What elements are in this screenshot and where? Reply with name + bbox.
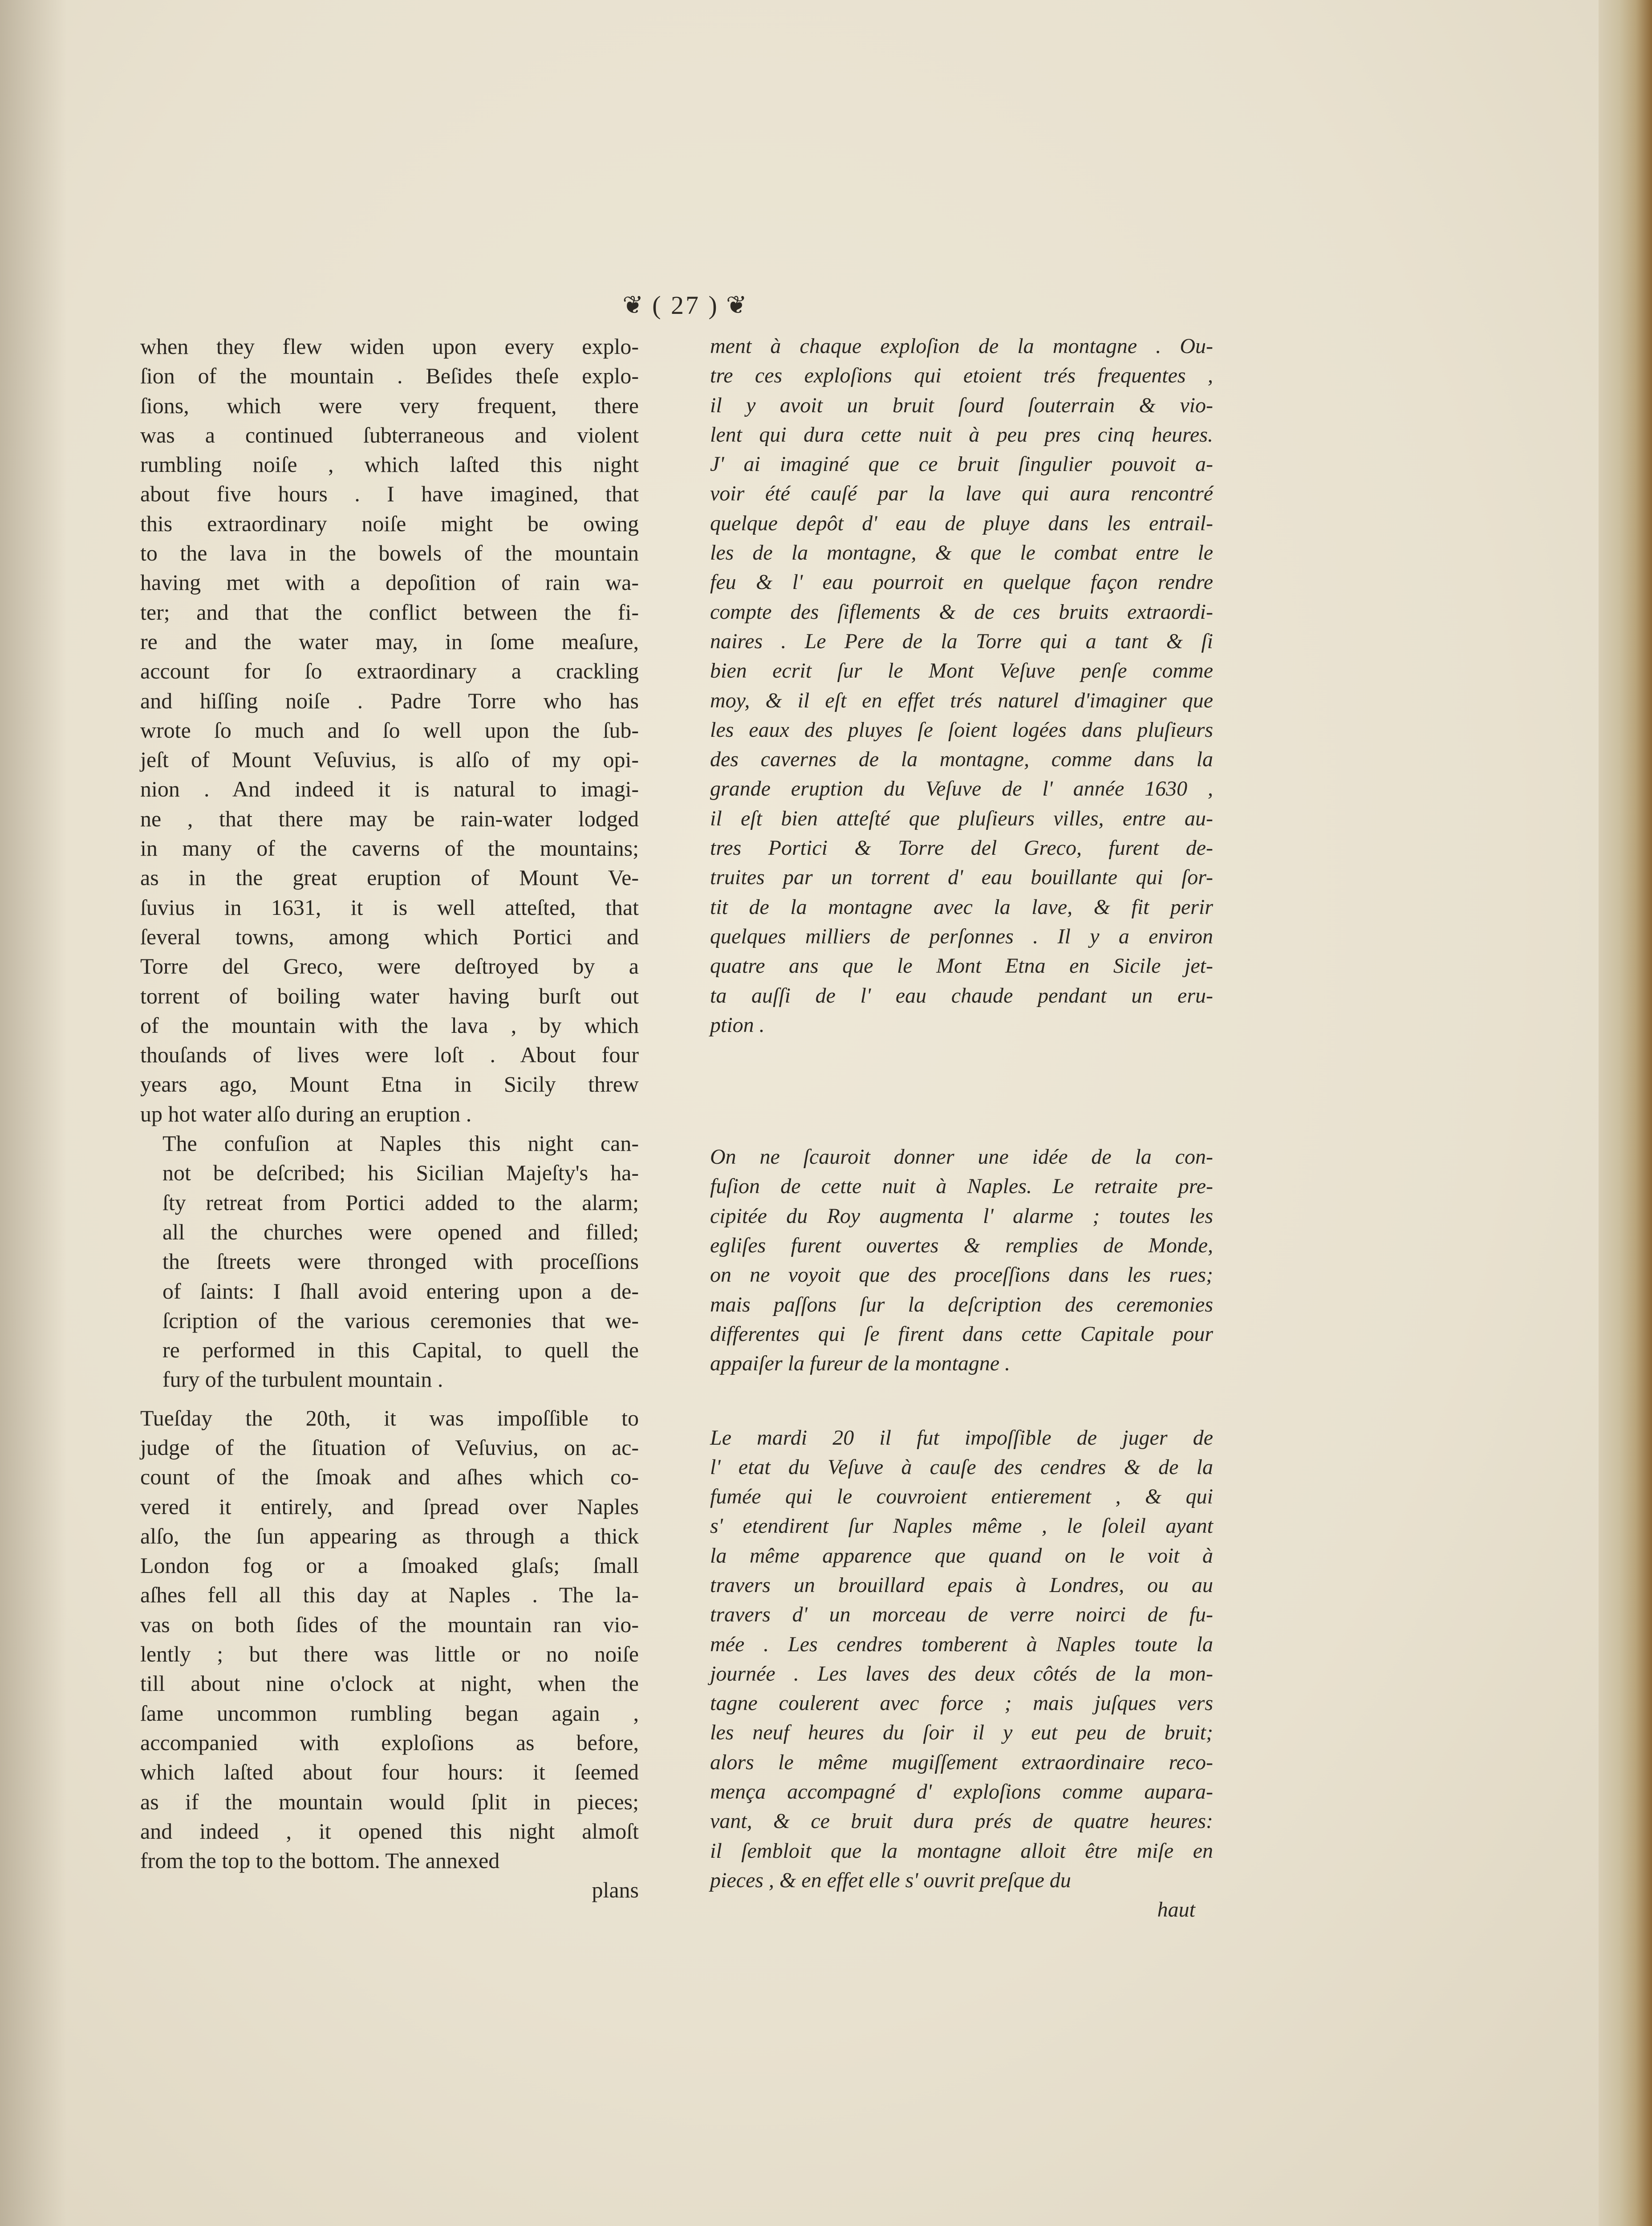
english-catchword: plans bbox=[592, 1877, 639, 1903]
text-line: in many of the caverns of the mountains; bbox=[140, 836, 639, 861]
text-line: ſty retreat from Portici added to the alarm; bbox=[162, 1190, 639, 1215]
text-line: quatre ans que le Mont Etna en Sicile jet- bbox=[710, 954, 1213, 978]
text-line: accompanied with exploſions as before, bbox=[140, 1730, 639, 1755]
text-line: s' etendirent ſur Naples même , le ſoleil ayant bbox=[710, 1514, 1213, 1538]
text-line: mée . Les cendres tomberent à Naples toute la bbox=[710, 1632, 1213, 1656]
text-line: The confuſion at Naples this night can- bbox=[162, 1131, 639, 1156]
text-line: Torre del Greco, were deſtroyed by a bbox=[140, 954, 639, 979]
text-line: On ne ſcauroit donner une idée de la con- bbox=[710, 1145, 1213, 1169]
text-line: nion . And indeed it is natural to imagi- bbox=[140, 776, 639, 802]
text-line: and hiſſing noiſe . Padre Torre who has bbox=[140, 688, 639, 713]
text-line: des cavernes de la montagne, comme dans la bbox=[710, 747, 1213, 772]
french-catchword: haut bbox=[1157, 1898, 1195, 1922]
text-line: ta auſſi de l' eau chaude pendant un eru- bbox=[710, 983, 1213, 1007]
text-line: re performed in this Capital, to quell the bbox=[162, 1337, 639, 1363]
text-line: this extraordinary noiſe might be owing bbox=[140, 511, 639, 536]
text-line: not be deſcribed; his Sicilian Majeſty's ha- bbox=[162, 1160, 639, 1186]
text-line: tres Portici & Torre del Greco, furent de- bbox=[710, 836, 1213, 860]
text-line: voir été cauſé par la lave qui aura rencontré bbox=[710, 482, 1213, 506]
text-line: compte des ſiflements & de ces bruits extraordi- bbox=[710, 600, 1213, 624]
text-line: ſeveral towns, among which Portici and bbox=[140, 924, 639, 949]
text-line: to the lava in the bowels of the mountain bbox=[140, 540, 639, 566]
text-line: Tueſday the 20th, it was impoſſible to bbox=[140, 1405, 639, 1430]
text-line: alſo, the ſun appearing as through a thick bbox=[140, 1523, 639, 1548]
text-line: moy, & il eſt en effet trés naturel d'imaginer que bbox=[710, 688, 1213, 712]
text-line: the ſtreets were thronged with proceſſions bbox=[162, 1249, 639, 1274]
page-edge bbox=[1599, 0, 1652, 2226]
text-line: years ago, Mount Etna in Sicily threw bbox=[140, 1072, 639, 1097]
text-line: having met with a depoſition of rain wa- bbox=[140, 570, 639, 595]
text-line: la même apparence que quand on le voit à bbox=[710, 1544, 1213, 1568]
text-line: of ſaints: I ſhall avoid entering upon a de- bbox=[162, 1278, 639, 1304]
text-line: aſhes fell all this day at Naples . The la- bbox=[140, 1582, 639, 1608]
left-ornament-icon: ❦ bbox=[622, 291, 645, 319]
text-line: ter; and that the conflict between the fi- bbox=[140, 599, 639, 625]
french-paragraph-1 bbox=[710, 332, 1213, 1040]
text-line: all the churches were opened and filled; bbox=[162, 1219, 639, 1244]
text-line: mais paſſons ſur la deſcription des ceremonies bbox=[710, 1292, 1213, 1316]
text-line: il eſt bien atteſté que pluſieurs villes, entre au- bbox=[710, 806, 1213, 830]
text-line: wrote ſo much and ſo well upon the ſub- bbox=[140, 717, 639, 743]
text-line: count of the ſmoak and aſhes which co- bbox=[140, 1464, 639, 1490]
text-line: bien ecrit ſur le Mont Veſuve penſe comme bbox=[710, 659, 1213, 683]
text-line: truites par un torrent d' eau bouillante qui ſor- bbox=[710, 865, 1213, 890]
english-paragraph-3 bbox=[140, 1403, 639, 1876]
text-line: was a continued ſubterraneous and violent bbox=[140, 422, 639, 447]
text-line: up hot water alſo during an eruption . bbox=[140, 1101, 472, 1126]
text-line: London fog or a ſmoaked glaſs; ſmall bbox=[140, 1553, 639, 1578]
text-line: differentes qui ſe firent dans cette Capitale pour bbox=[710, 1322, 1213, 1346]
text-line: alors le même mugiſſement extraordinaire reco- bbox=[710, 1750, 1213, 1774]
text-line: jeſt of Mount Veſuvius, is alſo of my opi- bbox=[140, 747, 639, 772]
text-line: cipitée du Roy augmenta l' alarme ; toutes les bbox=[710, 1204, 1213, 1228]
text-line: appaiſer la fureur de la montagne . bbox=[710, 1352, 1011, 1376]
text-line: il ſembloit que la montagne alloit être miſe en bbox=[710, 1839, 1213, 1863]
text-line: quelque depôt d' eau de pluye dans les entrail- bbox=[710, 511, 1213, 535]
text-line: egliſes furent ouvertes & remplies de Monde, bbox=[710, 1234, 1213, 1258]
text-line: quelques milliers de perſonnes . Il y a environ bbox=[710, 924, 1213, 948]
text-line: tagne coulerent avec force ; mais juſques vers bbox=[710, 1691, 1213, 1715]
text-line: as in the great eruption of Mount Ve- bbox=[140, 865, 639, 890]
text-line: ne , that there may be rain-water lodged bbox=[140, 806, 639, 831]
french-paragraph-3 bbox=[710, 1423, 1213, 1896]
text-line: ſcription of the various ceremonies that we- bbox=[162, 1308, 639, 1333]
text-line: ſions, which were very frequent, there bbox=[140, 393, 639, 418]
binding-shadow bbox=[0, 0, 67, 2226]
text-line: fumée qui le couvroient entierement , & qui bbox=[710, 1485, 1213, 1509]
text-line: les de la montagne, & que le combat entre le bbox=[710, 541, 1213, 565]
text-line: ption . bbox=[710, 1013, 765, 1037]
text-line: torrent of boiling water having burſt out bbox=[140, 983, 639, 1008]
text-line: pieces , & en effet elle s' ouvrit preſque du bbox=[710, 1868, 1071, 1892]
text-line: il y avoit un bruit ſourd ſouterrain & vio- bbox=[710, 393, 1213, 417]
text-line: J' ai imaginé que ce bruit ſingulier pouvoit a- bbox=[710, 452, 1213, 476]
text-line: les neuf heures du ſoir il y eut peu de bruit; bbox=[710, 1721, 1213, 1745]
text-line: as if the mountain would ſplit in pieces; bbox=[140, 1789, 639, 1814]
text-line: ſuvius in 1631, it is well atteſted, that bbox=[140, 894, 639, 920]
english-paragraph-2 bbox=[140, 1129, 639, 1394]
text-line: which laſted about four hours: it ſeemed bbox=[140, 1759, 639, 1785]
text-line: account for ſo extraordinary a crackling bbox=[140, 658, 639, 684]
text-line: mença accompagné d' exploſions comme aupara- bbox=[710, 1780, 1213, 1804]
text-line: ſion of the mountain . Beſides theſe explo- bbox=[140, 363, 639, 389]
text-line: from the top to the bottom. The annexed bbox=[140, 1848, 500, 1873]
text-line: fury of the turbulent mountain . bbox=[162, 1367, 443, 1392]
text-line: rumbling noiſe , which laſted this night bbox=[140, 452, 639, 477]
text-line: vant, & ce bruit dura prés de quatre heures: bbox=[710, 1809, 1213, 1833]
text-line: travers un brouillard epais à Londres, ou au bbox=[710, 1573, 1213, 1597]
english-paragraph-1 bbox=[140, 332, 639, 1129]
text-line: of the mountain with the lava , by which bbox=[140, 1012, 639, 1038]
text-line: ment à chaque exploſion de la montagne . Ou- bbox=[710, 334, 1213, 358]
text-line: lently ; but there was little or no noiſe bbox=[140, 1641, 639, 1667]
page-number: ( 27 ) bbox=[652, 290, 719, 320]
text-line: feu & l' eau pourroit en quelque façon rendre bbox=[710, 570, 1213, 594]
text-line: naires . Le Pere de la Torre qui a tant & ſi bbox=[710, 629, 1213, 653]
text-line: les eaux des pluyes ſe ſoient logées dans pluſieurs bbox=[710, 718, 1213, 742]
text-line: when they flew widen upon every explo- bbox=[140, 334, 639, 359]
text-line: judge of the ſituation of Veſuvius, on ac- bbox=[140, 1434, 639, 1460]
french-paragraph-2 bbox=[710, 1142, 1213, 1378]
text-line: tre ces exploſions qui etoient trés frequentes , bbox=[710, 364, 1213, 388]
text-line: travers d' un morceau de verre noirci de fu- bbox=[710, 1603, 1213, 1627]
right-ornament-icon: ❦ bbox=[726, 291, 749, 319]
text-line: grande eruption du Veſuve de l' année 1630 , bbox=[710, 777, 1213, 801]
text-line: on ne voyoit que des proceſſions dans les rues; bbox=[710, 1263, 1213, 1287]
french-column bbox=[710, 332, 1213, 1925]
text-line: re and the water may, in ſome meaſure, bbox=[140, 629, 639, 654]
text-line: l' etat du Veſuve à cauſe des cendres & de la bbox=[710, 1455, 1213, 1479]
text-line: Le mardi 20 il fut impoſſible de juger de bbox=[710, 1426, 1213, 1450]
text-line: about five hours . I have imagined, that bbox=[140, 481, 639, 507]
text-line: ſame uncommon rumbling began again , bbox=[140, 1700, 639, 1726]
text-line: vas on both ſides of the mountain ran vio- bbox=[140, 1612, 639, 1637]
english-column bbox=[140, 332, 639, 1905]
text-line: fuſion de cette nuit à Naples. Le retraite pre- bbox=[710, 1174, 1213, 1198]
page-header bbox=[592, 285, 779, 325]
text-line: tit de la montagne avec la lave, & fit perir bbox=[710, 895, 1213, 919]
text-line: till about nine o'clock at night, when the bbox=[140, 1671, 639, 1696]
text-line: lent qui dura cette nuit à peu pres cinq heures. bbox=[710, 422, 1213, 447]
text-line: vered it entirely, and ſpread over Naples bbox=[140, 1494, 639, 1519]
text-line: and indeed , it opened this night almoſt bbox=[140, 1818, 639, 1844]
text-line: thouſands of lives were loſt . About four bbox=[140, 1042, 639, 1068]
text-line: journée . Les laves des deux côtés de la mon- bbox=[710, 1661, 1213, 1686]
